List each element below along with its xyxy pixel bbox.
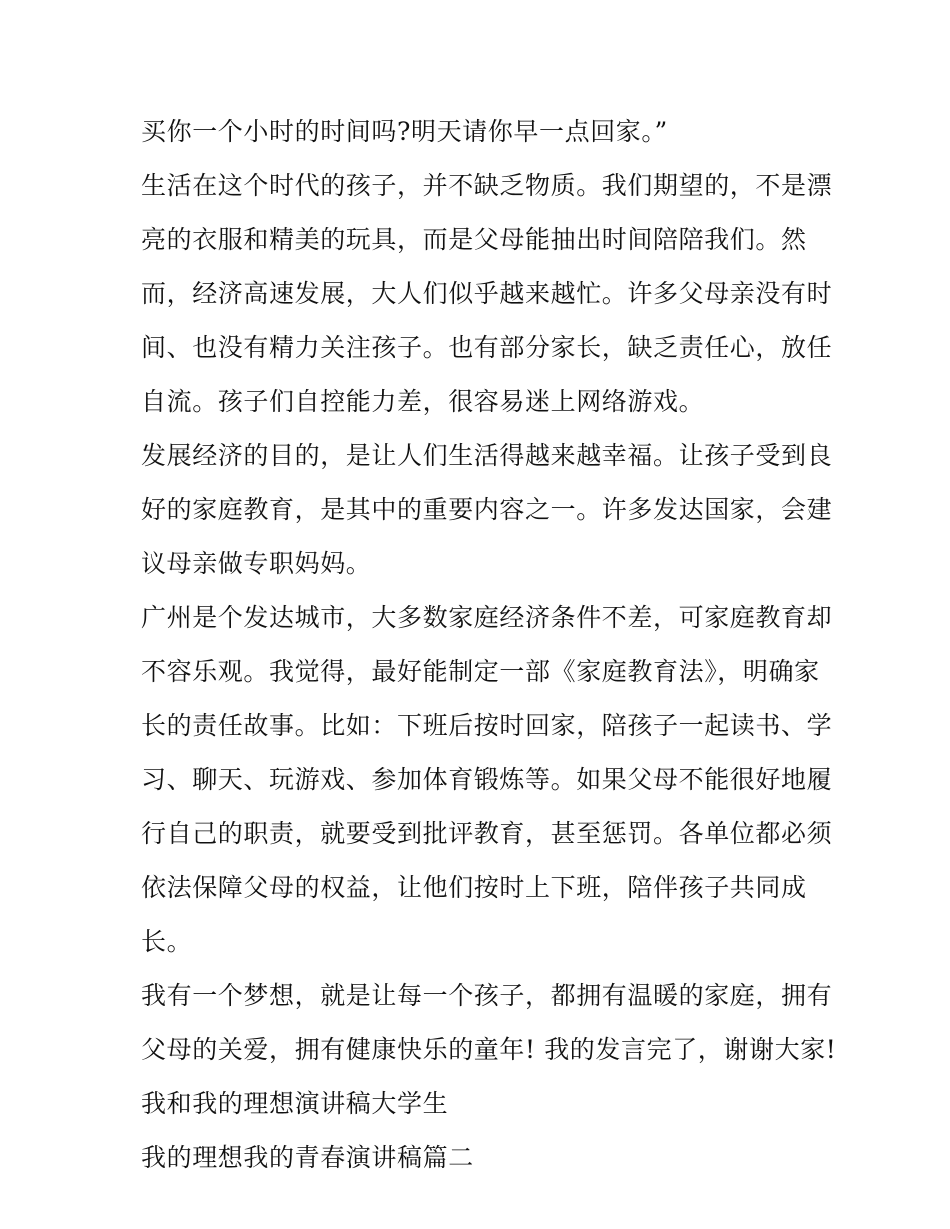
heading-line: 我的理想我的青春演讲稿篇二 bbox=[141, 1143, 474, 1172]
text-line: 好的家庭教育，是其中的重要内容之一。许多发达国家，会建 bbox=[141, 495, 833, 524]
text-line: 长。 bbox=[141, 927, 193, 956]
text-line: 买你一个小时的时间吗?明天请你早一点回家。” bbox=[141, 117, 668, 146]
text-line: 广州是个发达城市，大多数家庭经济条件不差，可家庭教育却 bbox=[141, 603, 833, 632]
text-line: 不容乐观。我觉得，最好能制定一部《家庭教育法》，明确家 bbox=[141, 657, 820, 686]
text-line: 亮的衣服和精美的玩具，而是父母能抽出时间陪陪我们。然 bbox=[141, 225, 807, 254]
text-line: 习、聊天、玩游戏、参加体育锻炼等。如果父母不能很好地履 bbox=[141, 765, 833, 794]
text-line: 依法保障父母的权益，让他们按时上下班，陪伴孩子共同成 bbox=[141, 873, 807, 902]
text-line: 生活在这个时代的孩子，并不缺乏物质。我们期望的，不是漂 bbox=[141, 171, 833, 200]
heading-line: 我和我的理想演讲稿大学生 bbox=[141, 1089, 449, 1118]
text-line: 父母的关爱，拥有健康快乐的童年! 我的发言完了，谢谢大家! bbox=[141, 1035, 837, 1064]
text-line: 行自己的职责，就要受到批评教育，甚至惩罚。各单位都必须 bbox=[141, 819, 833, 848]
text-line: 长的责任故事。比如：下班后按时回家，陪孩子一起读书、学 bbox=[141, 711, 833, 740]
text-line: 自流。孩子们自控能力差，很容易迷上网络游戏。 bbox=[141, 387, 705, 416]
text-line: 我有一个梦想，就是让每一个孩子，都拥有温暖的家庭，拥有 bbox=[141, 981, 833, 1010]
document-body bbox=[141, 105, 837, 1185]
text-line: 议母亲做专职妈妈。 bbox=[141, 549, 372, 578]
text-line: 发展经济的目的，是让人们生活得越来越幸福。让孩子受到良 bbox=[141, 441, 833, 470]
text-line: 而，经济高速发展，大人们似乎越来越忙。许多父母亲没有时 bbox=[141, 279, 833, 308]
text-line: 间、也没有精力关注孩子。也有部分家长，缺乏责任心，放任 bbox=[141, 333, 833, 362]
